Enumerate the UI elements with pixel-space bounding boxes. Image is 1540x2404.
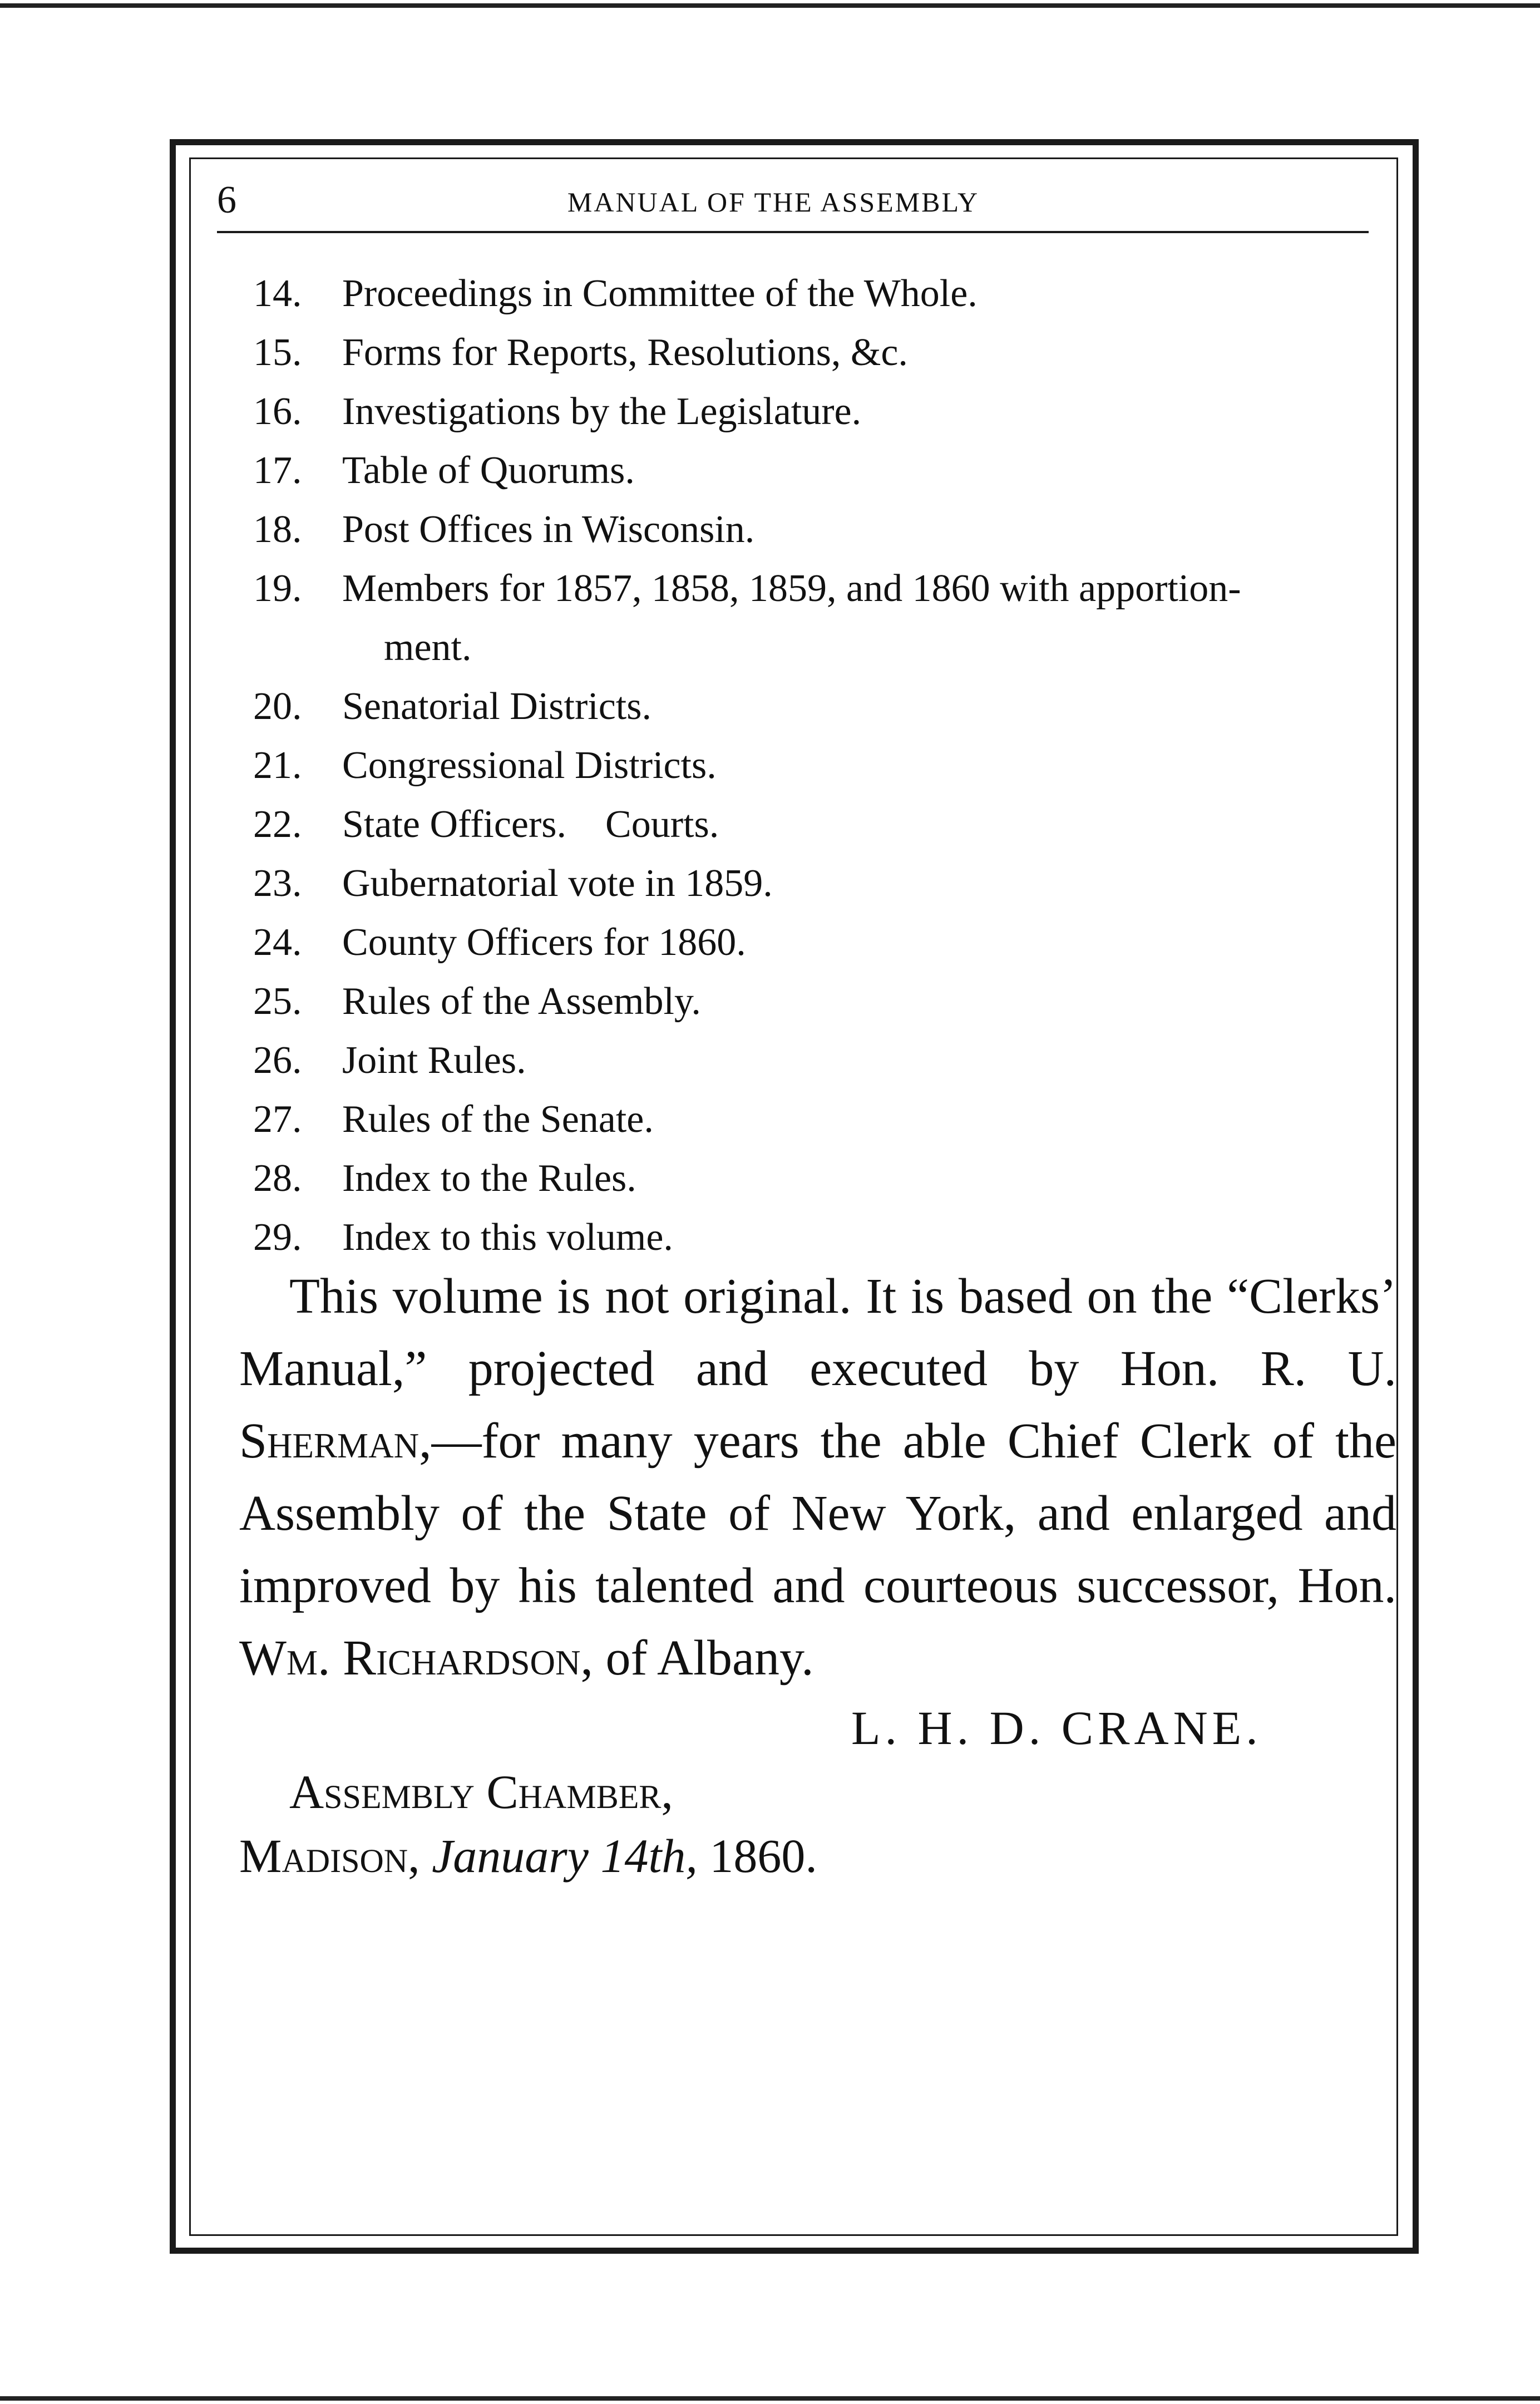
contents-item [253,1090,1383,1149]
contents-item-text: Forms for Reports, Resolutions, &c. [342,331,908,374]
contents-item-number: 15. [253,331,302,374]
contents-item-continuation-text: ment. [384,626,472,669]
contents-item-number: 18. [253,508,302,551]
preface-paragraph [239,1260,1396,1694]
contents-item [253,1149,1383,1208]
contents-item [253,382,1383,441]
contents-item [253,1031,1383,1090]
header-rule [217,231,1369,233]
preface-text: of Albany. [593,1630,814,1686]
contents-item [253,323,1383,382]
contents-item [253,264,1383,323]
contents-item [253,677,1383,736]
contents-item [253,559,1383,618]
contents-item-text: State Officers. Courts. [342,803,719,846]
contents-item-number: 27. [253,1098,302,1141]
contents-item-continuation [253,618,1383,677]
contents-item [253,913,1383,972]
contents-item-number: 16. [253,390,302,433]
contents-item [253,441,1383,500]
contents-item-text: Investigations by the Legislature. [342,390,862,433]
contents-item-number: 20. [253,685,302,728]
preface-text: This volume is not original. It is based on the “Clerks’ Manual,” projected and executed by Hon. R. U. [239,1269,1396,1396]
page-header [217,175,1369,237]
contents-item [253,736,1383,795]
contents-item [253,500,1383,559]
contents-item-text: Joint Rules. [342,1039,526,1082]
contents-item-number: 26. [253,1039,302,1082]
contents-list [253,264,1383,1267]
contents-item-text: Senatorial Districts. [342,685,652,728]
contents-item-text: Proceedings in Committee of the Whole. [342,272,978,315]
contents-item-number: 22. [253,803,302,846]
place-line-chamber: Assembly Chamber, [289,1765,673,1819]
place-line-date [239,1825,817,1886]
contents-item-text: Rules of the Assembly. [342,980,701,1023]
contents-item-text: Members for 1857, 1858, 1859, and 1860 with apportion- [342,567,1241,610]
contents-item-text: Index to this volume. [342,1216,673,1259]
contents-item-number: 24. [253,921,302,964]
page-number: 6 [217,179,236,221]
signature: L. H. D. CRANE. [851,1701,1262,1755]
place-year: 1860. [697,1829,817,1883]
place-city: Madison, [239,1829,420,1883]
contents-item-number: 21. [253,744,302,787]
contents-item [253,1208,1383,1267]
preface-text: —for many years the able Chief Clerk of the Assembly of the State of New York, and enlarged and improved by his talented and courteous successor, Hon. [239,1413,1396,1613]
contents-item-text: Gubernatorial vote in 1859. [342,862,773,905]
scan-edge-bottom [0,2396,1540,2401]
contents-item [253,795,1383,854]
contents-item-number: 14. [253,272,302,315]
contents-item [253,972,1383,1031]
contents-item-text: Table of Quorums. [342,449,635,492]
contents-item-text: County Officers for 1860. [342,921,746,964]
contents-item-text: Index to the Rules. [342,1157,636,1200]
contents-item-text: Rules of the Senate. [342,1098,654,1141]
contents-item-text: Congressional Districts. [342,744,717,787]
preface-name-richardson: Wm. Richardson, [239,1630,594,1686]
contents-item-number: 17. [253,449,302,492]
contents-item-number: 23. [253,862,302,905]
contents-item [253,854,1383,913]
scan-edge-top [0,3,1540,8]
contents-item-number: 25. [253,980,302,1023]
contents-item-number: 29. [253,1216,302,1259]
preface-name-sherman: Sherman, [239,1413,432,1469]
place-date: January 14th, [432,1829,698,1883]
contents-item-number: 28. [253,1157,302,1200]
contents-item-text: Post Offices in Wisconsin. [342,508,755,551]
running-head: MANUAL OF THE ASSEMBLY [567,186,980,218]
contents-item-number: 19. [253,567,302,610]
